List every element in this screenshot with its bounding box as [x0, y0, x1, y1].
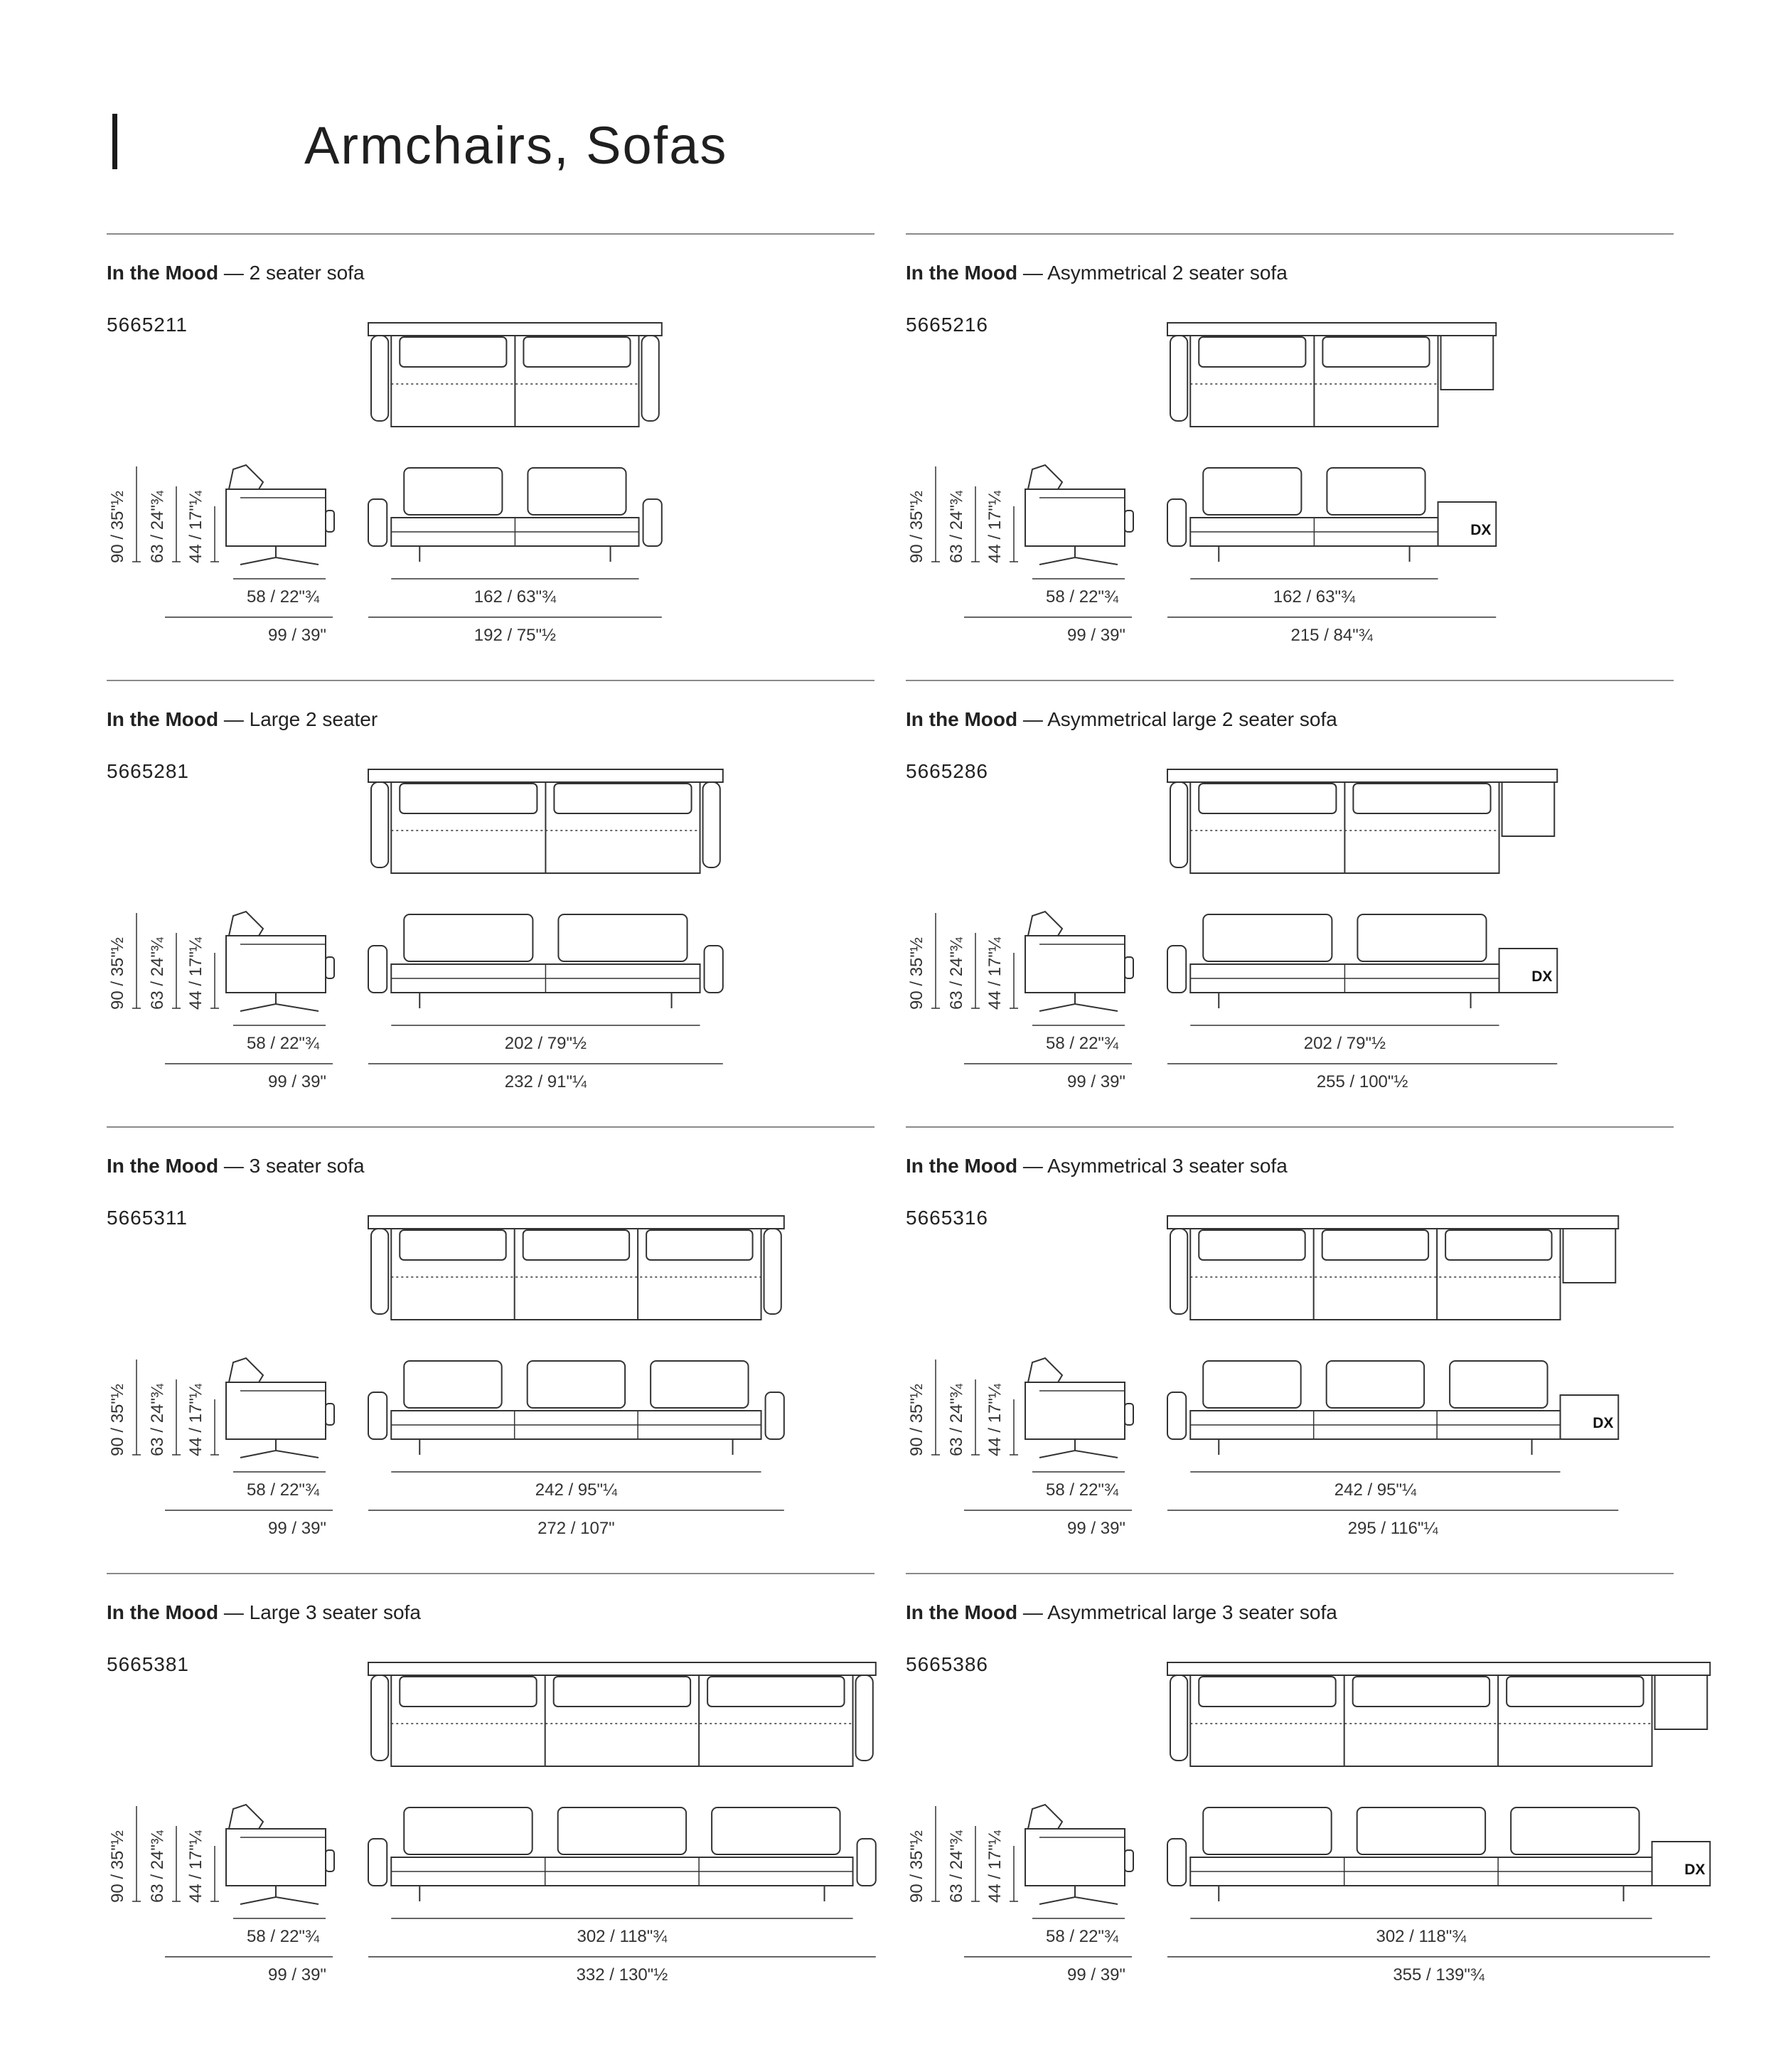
front-view-left-arm: [368, 946, 387, 993]
armchair-headrest: [1028, 465, 1062, 489]
height-label: 44 / 17"¼: [985, 937, 1005, 1010]
page-title: Armchairs, Sofas: [304, 116, 728, 175]
model-name: Large 3 seater sofa: [249, 1601, 421, 1623]
height-label: 90 / 35"½: [108, 1384, 127, 1456]
inner-width-label: 202 / 79"½: [504, 1034, 587, 1053]
front-view-back-cushion: [1203, 1361, 1300, 1408]
top-view-left-arm: [1170, 1675, 1187, 1761]
height-label: 90 / 35"½: [907, 1384, 926, 1456]
model-name: Asymmetrical 2 seater sofa: [1047, 262, 1288, 284]
armchair-arm-cap: [1125, 957, 1133, 978]
armchair-depth-label: 58 / 22"¾: [247, 1480, 319, 1500]
height-label: 63 / 24"¾: [148, 491, 167, 563]
product-section: [906, 1573, 1706, 2019]
height-label: 63 / 24"¾: [148, 1830, 167, 1903]
armchair-arm-cap: [326, 511, 334, 532]
total-width-label: 332 / 130"½: [576, 1965, 668, 1985]
brand-name: In the Mood: [107, 1155, 219, 1177]
height-label: 90 / 35"½: [907, 1830, 926, 1903]
heading-separator: —: [218, 708, 250, 730]
top-view-chaise-extension: [1563, 1229, 1616, 1283]
height-label: 44 / 17"¼: [186, 937, 205, 1010]
armchair-headrest: [229, 1358, 263, 1382]
inner-width-label: 242 / 95"¼: [1334, 1480, 1417, 1500]
top-view-back-cushion: [554, 1677, 690, 1707]
front-view-back-cushion: [404, 468, 502, 515]
front-view-right-arm: [705, 946, 723, 993]
top-view-left-arm: [1170, 336, 1187, 421]
product-code: 5665216: [906, 314, 989, 336]
heading-separator: —: [218, 262, 250, 284]
product-code: 5665211: [107, 314, 188, 336]
total-width-label: 355 / 139"¾: [1393, 1965, 1485, 1985]
product-code: 5665386: [906, 1653, 989, 1675]
front-view-right-arm: [643, 499, 662, 546]
inner-width-label: 162 / 63"¾: [474, 587, 557, 607]
dx-marker-label: DX: [1593, 1415, 1614, 1431]
armchair-headrest: [229, 1805, 263, 1829]
top-view-back-edge: [1167, 769, 1557, 782]
top-view-back-cushion: [400, 337, 506, 367]
front-view-back-cushion: [1203, 468, 1301, 515]
armchair-arm-cap: [1125, 1850, 1133, 1871]
technical-drawing: [906, 233, 1674, 680]
top-view-back-cushion: [1445, 1230, 1551, 1260]
top-view-back-cushion: [400, 1230, 505, 1260]
top-view-seat-frame: [391, 1229, 761, 1320]
top-view-back-cushion: [523, 1230, 629, 1260]
armchair-total-label: 99 / 39": [268, 1072, 326, 1091]
height-label: 90 / 35"½: [907, 937, 926, 1010]
product-code: 5665286: [906, 760, 989, 782]
model-name: 2 seater sofa: [249, 262, 365, 284]
top-view-back-edge: [368, 1216, 784, 1229]
product-section: [107, 680, 874, 1126]
height-label: 63 / 24"¾: [947, 1384, 966, 1456]
total-width-label: 192 / 75"½: [474, 626, 557, 645]
armchair-total-label: 99 / 39": [1067, 1965, 1125, 1985]
armchair-total-label: 99 / 39": [1067, 1519, 1125, 1538]
model-name: Asymmetrical large 3 seater sofa: [1047, 1601, 1337, 1623]
armchair-arm-cap: [1125, 1404, 1133, 1425]
top-view-back-edge: [1167, 323, 1496, 336]
top-view-right-arm: [703, 782, 720, 867]
total-width-label: 272 / 107": [537, 1519, 615, 1538]
dx-marker-label: DX: [1470, 522, 1492, 538]
height-label: 63 / 24"¾: [947, 1830, 966, 1903]
height-label: 63 / 24"¾: [947, 937, 966, 1010]
top-view-left-arm: [371, 1675, 388, 1761]
heading-separator: —: [1017, 708, 1048, 730]
front-view-back-cushion: [1450, 1361, 1547, 1408]
armchair-total-label: 99 / 39": [268, 1519, 326, 1538]
front-view-back-cushion: [1203, 1807, 1331, 1854]
front-view-back-cushion: [404, 1361, 501, 1408]
armchair-arm-cap: [326, 1404, 334, 1425]
top-view-back-cushion: [1322, 337, 1429, 367]
front-view-back-cushion: [558, 1807, 686, 1854]
height-label: 90 / 35"½: [108, 937, 127, 1010]
top-view-right-arm: [764, 1229, 781, 1314]
front-view-back-cushion: [528, 468, 626, 515]
armchair-depth-label: 58 / 22"¾: [1046, 1034, 1118, 1053]
top-view-back-cushion: [1353, 1677, 1489, 1707]
top-view-chaise-extension: [1502, 782, 1555, 836]
height-label: 44 / 17"¼: [985, 1384, 1005, 1456]
armchair-total-label: 99 / 39": [268, 1965, 326, 1985]
brand-name: In the Mood: [906, 1155, 1018, 1177]
top-view-back-edge: [368, 323, 662, 336]
heading-separator: —: [1017, 1155, 1048, 1177]
heading-separator: —: [1017, 262, 1048, 284]
top-view-left-arm: [1170, 1229, 1187, 1314]
top-view-left-arm: [371, 782, 388, 867]
top-view-back-cushion: [1353, 784, 1490, 813]
model-name: Asymmetrical 3 seater sofa: [1047, 1155, 1288, 1177]
brand-name: In the Mood: [906, 708, 1018, 730]
technical-drawing: [906, 1126, 1674, 1573]
technical-drawing: [906, 1573, 1674, 2019]
front-view-back-cushion: [1357, 914, 1486, 961]
armchair-depth-label: 58 / 22"¾: [1046, 1480, 1118, 1500]
top-view-back-cushion: [1199, 1677, 1335, 1707]
front-view-back-cushion: [1203, 914, 1332, 961]
model-name: 3 seater sofa: [249, 1155, 365, 1177]
front-view-left-arm: [1167, 1392, 1186, 1439]
product-section: [906, 1126, 1674, 1573]
product-code: 5665311: [107, 1207, 188, 1229]
armchair-depth-label: 58 / 22"¾: [247, 1034, 319, 1053]
top-view-seat-frame: [1190, 1675, 1652, 1766]
armchair-swivel-base: [240, 993, 319, 1011]
armchair-total-label: 99 / 39": [268, 626, 326, 645]
heading-separator: —: [1017, 1601, 1048, 1623]
front-view-left-arm: [368, 499, 387, 546]
armchair-swivel-base: [1039, 546, 1118, 565]
armchair-swivel-base: [240, 546, 319, 565]
technical-drawing: [906, 680, 1674, 1126]
top-view-right-arm: [856, 1675, 873, 1761]
total-width-label: 295 / 116"¼: [1347, 1519, 1438, 1538]
front-view-back-cushion: [404, 914, 533, 961]
top-view-back-edge: [1167, 1662, 1710, 1675]
armchair-headrest: [1028, 1805, 1062, 1829]
armchair-depth-label: 58 / 22"¾: [1046, 1927, 1118, 1946]
armchair-depth-label: 58 / 22"¾: [247, 1927, 319, 1946]
top-view-seat-frame: [391, 1675, 852, 1766]
armchair-headrest: [229, 912, 263, 936]
inner-width-label: 302 / 118"¾: [1376, 1927, 1467, 1946]
armchair-arm-cap: [326, 957, 334, 978]
armchair-total-label: 99 / 39": [1067, 1072, 1125, 1091]
front-view-back-cushion: [1511, 1807, 1639, 1854]
heading-separator: —: [218, 1155, 250, 1177]
top-view-back-cushion: [707, 1677, 844, 1707]
brand-name: In the Mood: [906, 262, 1018, 284]
technical-drawing: [107, 1126, 874, 1573]
product-code: 5665281: [107, 760, 190, 782]
top-view-right-arm: [642, 336, 659, 421]
product-section: [906, 680, 1674, 1126]
front-view-left-arm: [1167, 946, 1186, 993]
inner-width-label: 302 / 118"¾: [577, 1927, 668, 1946]
front-view-back-cushion: [528, 1361, 625, 1408]
front-view-back-cushion: [1327, 1361, 1424, 1408]
brand-name: In the Mood: [107, 1601, 219, 1623]
armchair-total-label: 99 / 39": [1067, 626, 1125, 645]
top-view-back-cushion: [554, 784, 691, 813]
armchair-swivel-base: [240, 1439, 319, 1458]
front-view-back-cushion: [651, 1361, 748, 1408]
inner-width-label: 202 / 79"½: [1303, 1034, 1386, 1053]
top-view-left-arm: [371, 336, 388, 421]
height-label: 44 / 17"¼: [186, 1830, 205, 1903]
top-view-back-edge: [368, 769, 723, 782]
product-code: 5665381: [107, 1653, 190, 1675]
product-section: [906, 233, 1674, 680]
armchair-headrest: [1028, 1358, 1062, 1382]
total-width-label: 215 / 84"¾: [1290, 626, 1373, 645]
product-section: [107, 1573, 874, 2019]
height-label: 63 / 24"¾: [148, 1384, 167, 1456]
dx-marker-label: DX: [1531, 968, 1553, 985]
top-view-back-cushion: [646, 1230, 752, 1260]
height-label: 63 / 24"¾: [947, 491, 966, 563]
height-label: 44 / 17"¼: [985, 491, 1005, 563]
front-view-left-arm: [368, 1839, 387, 1886]
front-view-left-arm: [1167, 499, 1186, 546]
height-label: 90 / 35"½: [108, 1830, 127, 1903]
brand-name: In the Mood: [107, 708, 219, 730]
armchair-swivel-base: [1039, 993, 1118, 1011]
height-label: 44 / 17"¼: [985, 1830, 1005, 1903]
total-width-label: 232 / 91"¼: [504, 1072, 587, 1091]
top-view-back-cushion: [1322, 1230, 1428, 1260]
inner-width-label: 162 / 63"¾: [1273, 587, 1356, 607]
front-view-back-cushion: [712, 1807, 840, 1854]
armchair-arm-cap: [326, 1850, 334, 1871]
top-view-back-cushion: [1507, 1677, 1643, 1707]
front-view-left-arm: [368, 1392, 387, 1439]
total-width-label: 255 / 100"½: [1316, 1072, 1408, 1091]
inner-width-label: 242 / 95"¼: [535, 1480, 618, 1500]
armchair-swivel-base: [240, 1886, 319, 1904]
armchair-depth-label: 58 / 22"¾: [247, 587, 319, 607]
top-view-back-cushion: [400, 784, 537, 813]
top-view-back-cushion: [1199, 1230, 1305, 1260]
top-view-chaise-extension: [1655, 1675, 1708, 1729]
top-view-left-arm: [371, 1229, 388, 1314]
armchair-swivel-base: [1039, 1886, 1118, 1904]
top-view-back-cushion: [523, 337, 630, 367]
brand-name: In the Mood: [107, 262, 219, 284]
height-label: 90 / 35"½: [108, 491, 127, 563]
technical-drawing: [107, 1573, 874, 2019]
armchair-arm-cap: [1125, 511, 1133, 532]
front-view-right-arm: [857, 1839, 876, 1886]
technical-drawing: [107, 680, 874, 1126]
front-view-back-cushion: [404, 1807, 532, 1854]
top-view-back-cushion: [1199, 337, 1305, 367]
front-view-back-cushion: [558, 914, 687, 961]
front-view-left-arm: [1167, 1839, 1186, 1886]
height-label: 90 / 35"½: [907, 491, 926, 563]
product-code: 5665316: [906, 1207, 989, 1229]
height-label: 63 / 24"¾: [148, 937, 167, 1010]
front-view-back-cushion: [1327, 468, 1425, 515]
dx-marker-label: DX: [1684, 1862, 1706, 1878]
front-view-right-arm: [766, 1392, 784, 1439]
brand-name: In the Mood: [906, 1601, 1018, 1623]
top-view-back-edge: [1167, 1216, 1618, 1229]
armchair-swivel-base: [1039, 1439, 1118, 1458]
model-name: Asymmetrical large 2 seater sofa: [1047, 708, 1337, 730]
technical-drawing: [107, 233, 874, 680]
product-section: [107, 1126, 874, 1573]
top-view-back-cushion: [400, 1677, 536, 1707]
height-label: 44 / 17"¼: [186, 1384, 205, 1456]
armchair-headrest: [229, 465, 263, 489]
top-view-left-arm: [1170, 782, 1187, 867]
page-marker-bar: [112, 114, 117, 169]
product-section: [107, 233, 874, 680]
armchair-headrest: [1028, 912, 1062, 936]
front-view-back-cushion: [1357, 1807, 1485, 1854]
top-view-back-edge: [368, 1662, 876, 1675]
top-view-chaise-extension: [1441, 336, 1494, 390]
heading-separator: —: [218, 1601, 250, 1623]
model-name: Large 2 seater: [249, 708, 378, 730]
height-label: 44 / 17"¼: [186, 491, 205, 563]
top-view-back-cushion: [1199, 784, 1336, 813]
armchair-depth-label: 58 / 22"¾: [1046, 587, 1118, 607]
top-view-seat-frame: [1190, 1229, 1560, 1320]
